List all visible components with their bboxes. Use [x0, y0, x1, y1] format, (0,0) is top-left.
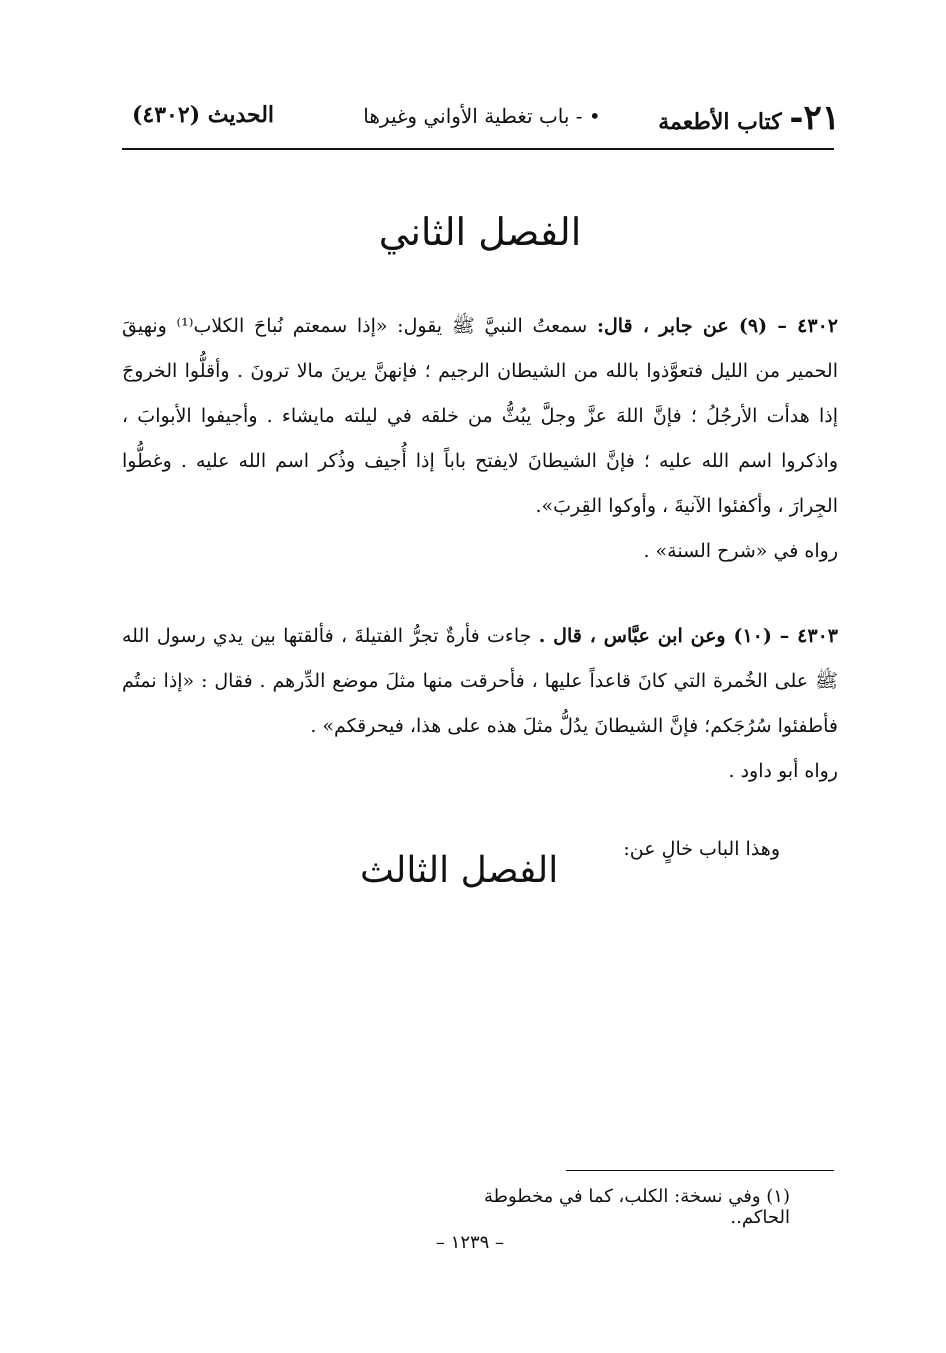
empty-chapter-note: وهذا الباب خالٍ عن:	[623, 838, 780, 860]
book-heading	[658, 98, 840, 138]
hadith-4303	[122, 614, 838, 794]
running-header	[122, 96, 842, 142]
hadith-text: جاءت فأرةٌ تجرُّ الفتيلةَ ، فألقتها بين يدي رسول الله ﷺ على الخُمرة التي كانَ قاعداً عليها ، فأحرقت منها مثلَ موضع الدِّرهم . فقال : «إذا نمتُم فأطفئوا سُرُجَكم؛ فإنَّ الشيطانَ يدُلُّ مثلَ هذه على هذا، فيحرقكم» .	[122, 625, 838, 737]
hadith-text: سمعتُ النبيَّ ﷺ يقول: «إذا سمعتم نُباحَ الكلاب⁽¹⁾ ونهيقَ الحمير من الليل فتعوَّذوا بالله من الشيطان الرجيم ؛ فإنهنَّ يرينَ مالا ترونَ . وأقلُّوا الخروجَ إذا هدأت الأرجُلُ ؛ فإنَّ اللهَ عزَّ وجلَّ يبُثُّ من خلقه في ليلته مايشاء . وأجيفوا الأبوابَ ، واذكروا اسم الله عليه ؛ فإنَّ الشيطانَ لايفتح باباً إذا أُجيف وذُكر اسم الله عليه . وغطُّوا الجِرارَ ، وأكفئوا الآنيةَ ، وأوكوا القِربَ».	[122, 315, 838, 517]
book-number: ٢١-	[789, 98, 840, 138]
page-number: – ١٢٣٩ –	[435, 1232, 505, 1253]
hadith-range: الحديث (٤٣٠٢)	[132, 102, 275, 128]
footnote-divider	[566, 1170, 834, 1171]
hadith-4302	[122, 304, 838, 574]
hadith-number: ٤٣٠٢ – (٩) عن جابر ، قال:	[596, 315, 838, 337]
header-divider	[122, 148, 834, 150]
section-three-title: الفصل الثالث	[360, 850, 559, 891]
section-two-title: الفصل الثاني	[378, 210, 582, 254]
hadith-source: رواه أبو داود .	[728, 760, 838, 782]
hadith-number: ٤٣٠٣ – (١٠) وعن ابن عبَّاس ، قال .	[538, 625, 838, 647]
chapter-title: • - باب تغطية الأواني وغيرها	[363, 104, 601, 128]
hadith-body	[122, 304, 838, 529]
section-three	[360, 838, 780, 898]
book-title: كتاب الأطعمة	[658, 109, 782, 135]
hadith-source: رواه في «شرح السنة» .	[643, 540, 838, 562]
footnote: (١) وفي نسخة: الكلب، كما في مخطوطة الحاكم..	[484, 1186, 790, 1228]
hadith-body	[122, 614, 838, 749]
